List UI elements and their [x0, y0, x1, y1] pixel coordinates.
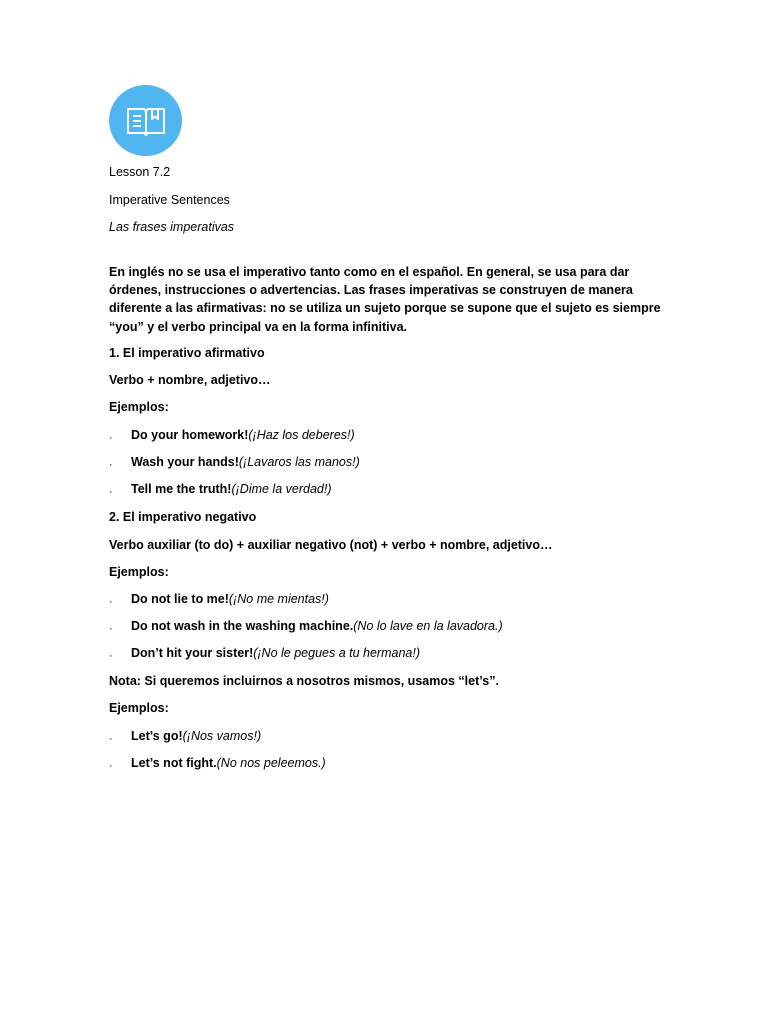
example-spanish: (¡Lavaros las manos!) [238, 455, 360, 469]
page-subtitle: Las frases imperativas [109, 220, 235, 234]
bullet-icon: · [109, 459, 113, 471]
example-english: Let’s not fight. [131, 756, 217, 770]
example-spanish: (¡Nos vamos!) [182, 729, 262, 743]
example-english: Tell me the truth! [131, 482, 232, 496]
example-spanish: (No lo lave en la lavadora.) [353, 619, 503, 633]
lesson-number: Lesson 7.2 [109, 165, 171, 179]
note [109, 672, 499, 690]
example-english: Don’t hit your sister! [131, 646, 254, 660]
bullet-icon: · [109, 650, 113, 662]
intro-paragraph: En inglés no se usa el imperativo tanto como en el español. En general, se usa para dar órdenes, instrucciones o advertencias. Las frases imperativas se construyen de manera diferente a las afirmativas: no se utiliza un sujeto porque se supone que el sujeto es siempre “you” y el verbo principal va en la forma infinitiva. [109, 265, 661, 334]
bullet-icon: · [109, 623, 113, 635]
note-label: Nota: [109, 674, 141, 688]
bullet-icon: · [109, 760, 113, 772]
bullet-icon: · [109, 486, 113, 498]
example-spanish: (¡No me mientas!) [228, 592, 329, 606]
note-text: Si queremos incluirnos a nosotros mismos, usamos “let’s”. [140, 674, 499, 688]
example-spanish: (¡Dime la verdad!) [231, 482, 332, 496]
example-spanish: (No nos peleemos.) [216, 756, 326, 770]
section-2-heading: 2. El imperativo negativo [109, 510, 257, 524]
bullet-icon: · [109, 432, 113, 444]
example-english: Wash your hands! [131, 455, 239, 469]
example-spanish: (¡Haz los deberes!) [248, 428, 355, 442]
section-1-examples-label: Ejemplos: [109, 400, 169, 414]
page-title: Imperative Sentences [109, 193, 230, 207]
example-spanish: (¡No le pegues a tu hermana!) [253, 646, 420, 660]
open-book-icon [125, 103, 167, 139]
note-examples-label: Ejemplos: [109, 701, 169, 715]
example-english: Do your homework! [131, 428, 249, 442]
section-1-formula: Verbo + nombre, adjetivo… [109, 373, 271, 387]
bullet-icon: · [109, 596, 113, 608]
bullet-icon: · [109, 733, 113, 745]
example-english: Let’s go! [131, 729, 183, 743]
lesson-logo [109, 85, 182, 156]
section-2-formula: Verbo auxiliar (to do) + auxiliar negativo (not) + verbo + nombre, adjetivo… [109, 538, 553, 552]
example-english: Do not wash in the washing machine. [131, 619, 354, 633]
section-2-examples-label: Ejemplos: [109, 565, 169, 579]
example-english: Do not lie to me! [131, 592, 229, 606]
section-1-heading: 1. El imperativo afirmativo [109, 346, 265, 360]
